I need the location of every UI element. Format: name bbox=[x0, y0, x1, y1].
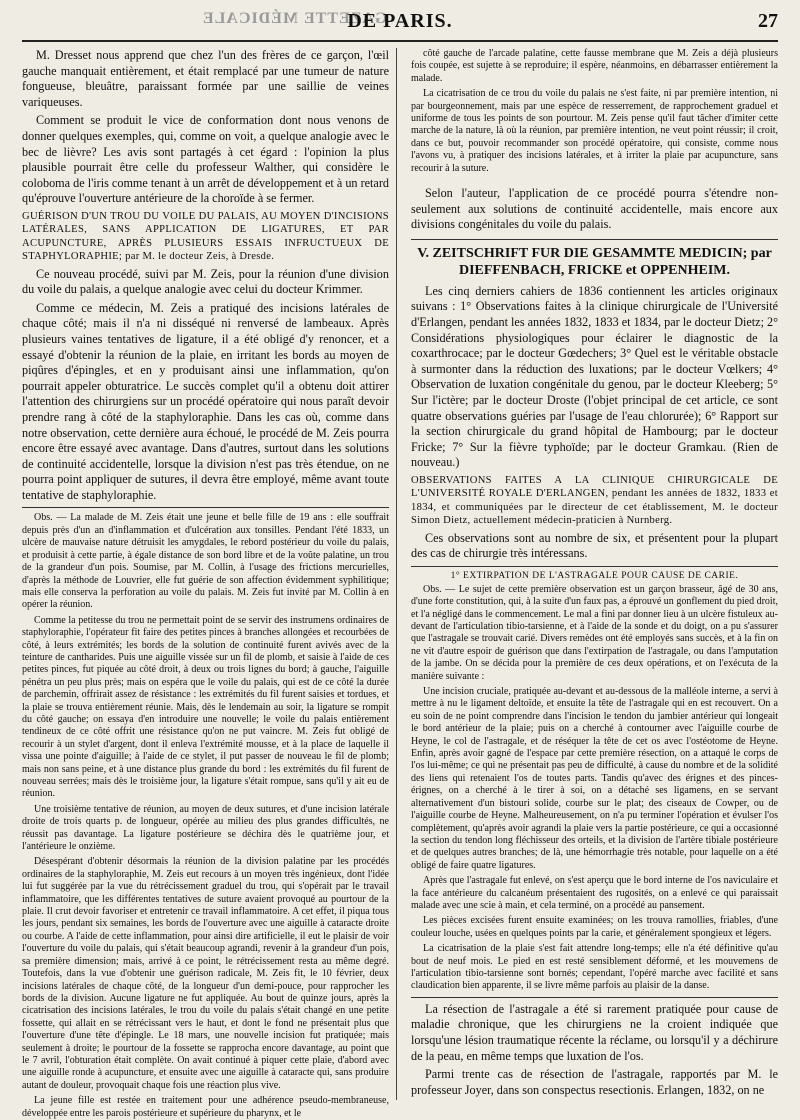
section-body: Les cinq derniers cahiers de 1836 contiennent les articles originaux suivans : 1° Observations faites à la clinique chirurgicale de l'Université d'Erlangen, pendant les années 1832, 1833 et 1834, par le docteur Dietz; 2° Considérations physiologiques pour éclairer le diagnostic de la coxarthrocace; par le docteur Gœdechers; 3° Quel est le véritable obstacle à surmonter dans la réduction des luxations; par le docteur Vœlkers; 4° Observation de luxation congénitale du genou, par le docteur Kleeberg; 5° Sur l'ictère; par le docteur Droste (l'objet principal de cet article, ce sont quatre observations guéries par l'usage de l'eau chlorurée); 6° Rapport sur la section chirurgicale du grand hôpital de Hambourg; par le docteur Fricke; 7° Sur la fièvre typhoïde; par le docteur Gramkau. (Rien de nouveau.) bbox=[411, 283, 778, 470]
case-paragraph: Après que l'astragale fut enlevé, on s'est aperçu que le bord interne de l'os naviculaire et la face antérieure du calcanéum présentaient des rugosités, on a enlevé ce qui paraissait malade avec une scie à main, et cela terminé, on a procédé au pansement. bbox=[411, 875, 778, 911]
closing-paragraph: Parmi trente cas de résection de l'astragale, rapportés par M. le professeur Joyer, dans son conspectus resectionis. Erlangen, 1832, on ne bbox=[411, 1067, 778, 1097]
case-paragraph: Obs. — Le sujet de cette première observation est un garçon brasseur, âgé de 30 ans, d'une forte constitution, qui, à la suite d'un faux pas, a éprouvé un gonflement du pied droit, et l'a négligé dans le commencement. Le mal a fini par donner lieu à un ulcère fistuleux au-devant de l'articulation tibio-tarsienne, et à l'aide de la sonde et du doigt, on a pu s'assurer que l'astragale se trouvait carié. Divers remèdes ont été employés sans succès, et à la fin on ne vit d'autre espoir de guérison que dans l'extirpation de l'astragale, ou dans l'amputation de la jambe. On se décida pour la première de ces deux opérations, et on l'exécuta de la manière suivante : bbox=[411, 583, 778, 682]
body-paragraph: Ce nouveau procédé, suivi par M. Zeis, pour la réunion d'une division du voile du palais, a quelque analogie avec celui du docteur Krimmer. bbox=[22, 266, 389, 297]
continuation-paragraph: côté gauche de l'arcade palatine, cette fausse membrane que M. Zeis a déjà plusieurs fois coupée, est sujette à se reproduire; il espère, néanmoins, en débarrasser entièrement la malade. bbox=[411, 48, 778, 84]
observation-paragraph: Comme la petitesse du trou ne permettait point de se servir des instrumens ordinaires de staphyloraphie, l'opérateur fit faire des petites pinces à branches allongées et recourbées de côté, à leurs extrémités; les bords de la solution de continuité furent avivés avec de la teinture de cantharides. Puis une aiguille vissée sur un fil de plomb, et saisie à l'aide de ces petites pinces, fut piquée au côté droit, à deux ou trois lignes du bord; à gauche, l'aiguille pénétra un peu plus près; mais on espéra que le voile du palais, qui est de ce côté la durée de parchemin, offrirait assez de résistance : les extrémités du fil furent saisies et tordues, et la plaie se trouva entièrement réunie. Mais, dès le lendemain au soir, la ligature se rompit du côté gauche; on essaya d'en introduire une nouvelle; le voile du palais entièrement tendineux de ce côté offrit une résistance qu'on ne put vaincre. M. Zeis fut obligé de recourir à un stylet d'argent, dont il enleva l'extrémité mousse, et à la place de laquelle il vissa une pointe d'aiguille; à l'aide de ce stylet, il put passer de nouveau le fil de plomb; mais non sans peine, et à une distance plus grande du bord : les extrémités du fil furent de nouveau serrées; mais dès le troisième jour, la ligature s'était rompue, sans qu'il y ait eu de réunion. bbox=[22, 614, 389, 800]
article-heading: GUÉRISON D'UN TROU DU VOILE DU PALAIS, AU MOYEN D'INCISIONS LATÉRALES, SANS APPLICATION DE LIGATURES, ET PAR ACUPUNCTURE, APRÈS PLUSIEURS ESSAIS INFRUCTUEUX DE STAPHYLORAPHIE; par M. le docteur Zeis, à Dresde. bbox=[22, 210, 389, 263]
observations-intro: Ces observations sont au nombre de six, et présentent pour la plupart des cas de chirurgie très intéressans. bbox=[411, 530, 778, 561]
continuation-paragraph: La cicatrisation de ce trou du voile du palais ne s'est faite, ni par première intention, ni par bourgeonnement, mais par une espèce de resserrement, de rapprochement graduel et uniforme de tous les points de son pourtour. M. Zeis pense qu'il faut tâcher d'imiter cette marche de la nature, là où la réunion, par première intention, ne veut point réussir; il croit, dans ce but, pouvoir recommander son procédé opératoire, qui consiste, comme nous l'avons vu, à pratiquer des incisions latérales, et à irriter la plaie par acupuncture, sans recourir à la suture. bbox=[411, 88, 778, 174]
author-note: Selon l'auteur, l'application de ce procédé pourra s'étendre non-seulement aux solutions de continuité accidentelle, mais encore aux divisions congénitales du voile du palais. bbox=[411, 186, 778, 232]
observations-heading: OBSERVATIONS FAITES A LA CLINIQUE CHIRURGICALE DE L'UNIVERSITÉ ROYALE D'ERLANGEN, pendant les années de 1832, 1833 et 1834, et communiquées par le directeur de cet établissement, M. le docteur Simon Dietz, actuellement médecin-praticien à Nurnberg. bbox=[411, 474, 778, 527]
right-column bbox=[411, 48, 778, 1100]
body-paragraph: Comme ce médecin, M. Zeis a pratiqué des incisions latérales de chaque côté; mais il n'a ni disséqué ni renversé de lambeaux. Après plusieurs vaines tentatives de ligature, il a été obligé d'y renoncer, et a essayé d'obtenir la réunion de la plaie, en irritant les bords au moyen de piqûres d'épingles, et en y produisant ainsi une inflammation, qu'on pourrait appeler obturatrice. Le succès complet qu'il a obtenu doit attirer l'attention des chirurgiens sur un procédé opératoire qui nous paraît devoir prendre rang à côté de la staphyloraphie. Dans les cas où, comme dans notre observation, cette dernière aura échoué, le procédé de M. Zeis pourra encore être essayé avec avantage. Dans d'autres, surtout dans les solutions de continuité accidentelle, lorsque la division n'est pas très étendue, on ne pourra point appliquer de sutures, il devra être employé, même avant toute tentative de staphyloraphie. bbox=[22, 300, 389, 502]
divider bbox=[411, 997, 778, 998]
section-title: V. ZEITSCHRIFT FUR DIE GESAMMTE MEDICIN; par DIEFFENBACH, FRICKE et OPPENHEIM. bbox=[411, 239, 778, 279]
bleed-through-title: GAZETTE MÉDICALE bbox=[202, 10, 388, 27]
case-paragraph: Une incision cruciale, pratiquée au-devant et au-dessous de la malléole interne, a servi à mettre à nu le ligament deltoïde, et ensuite la tête de l'astragale qui en est recouvert. On a eu soin de ne point comprendre dans l'incision le tendon du jambier antérieur qui longeait le bord antérieur de la plaie; puis on a cherché à contourner avec l'aiguille courbe de Heyne, le col de l'astragale, et de réséquer la tête de cet os avec l'ostéotome de Heyne. Enfin, après avoir gagné de l'espace par cette première résection, on a attaqué le corps de l'os lui-même; ce qui ne présentait pas peu de difficulté, à cause du nombre et de la solidité des liens qui retenaient l'os de toutes parts. Tandis qu'avec des érignes et des pinces-érignes, on a cherché à le tirer à soi, on a détaché ses ligamens, en se servant alternativement d'un bistouri solide, courbe sur le plat; des ciseaux de Cowper, ou de l'aiguille courbe de Heyne. Malheureusement, on n'a pu terminer l'opération et évulser l'os complètement, qu'après avoir agrandi la plaie vers la partie postérieure, ce qui a occasionné la section du tendon long fléchisseur des orteils, et la division de l'artère tibiale postérieure et de quelques autres branches; de là, une hémorrhagie très notable, pour laquelle on a été obligé de faire quatre ligatures. bbox=[411, 686, 778, 871]
columns bbox=[22, 48, 778, 1119]
observation-paragraph: Une troisième tentative de réunion, au moyen de deux sutures, et d'une incision latérale droite de trois quarts p. de longueur, opérée au milieu des plus grandes difficultés, ne réussit pas davantage. La ligature postérieure se déchira dès le quatrième jour, et l'antérieure le onzième. bbox=[22, 803, 389, 853]
observation-paragraph: Obs. — La malade de M. Zeis était une jeune et belle fille de 19 ans : elle souffrait depuis près d'un an d'inflammation et d'ulcération aux tonsilles. Pendant l'été 1833, un ulcère de mauvaise nature détruisit les amygdales, le rebord postérieur du voile du palais, et produisit à cette partie, à égale distance de son bord libre et de la voûte palatine, un trou de la grandeur d'un pois. Soumise, par M. Collin, à l'usage des frictions mercurielles, d'après la méthode de Louvrier, elle fut guérie de son affection évidemment syphilitique; mais elle conserva la perforation au voile du palais. M. Zeis fut invité par M. Collin à en opérer la réunion. bbox=[22, 512, 389, 611]
left-column bbox=[22, 48, 397, 1119]
case-paragraph: La cicatrisation de la plaie s'est fait attendre long-temps; elle n'a été définitive qu'au bout de neuf mois. Le pied en est resté sensiblement déformé, et les mouvemens de l'articulation tibio-tarsienne sont bornés; cependant, l'opéré marche avec facilité et sans claudication bien apparente, il se livre même parfois au plaisir de la danse. bbox=[411, 943, 778, 992]
case-subheading: 1° EXTIRPATION DE L'ASTRAGALE POUR CAUSE DE CARIE. bbox=[450, 570, 739, 581]
page-title: DE PARIS. bbox=[347, 10, 453, 32]
closing-paragraph: La résection de l'astragale a été si rarement pratiquée pour cause de maladie chronique, que les chirurgiens ne la croient indiquée que lorsqu'une lésion traumatique récente la réclame, ou lorsqu'il y a déchirure de la peau, en même temps que luxation de l'os. bbox=[411, 1001, 778, 1063]
case-paragraph: Les pièces excisées furent ensuite examinées; on les trouva ramollies, friables, d'une couleur louche, usées en quelques points par la carie, et généralement spongieux et légers. bbox=[411, 915, 778, 939]
observation-paragraph: La jeune fille est restée en traitement pour une adhérence pseudo-membraneuse, développée entre les parois postérieure et supérieure du pharynx, et le bbox=[22, 1095, 389, 1119]
intro-paragraph: M. Dresset nous apprend que chez l'un des frères de ce garçon, l'œil gauche manquait entièrement, et était remplacé par une tumeur de nature fongueuse, bleuâtre, paraissant formée par une saillie de veines variqueuses. bbox=[22, 48, 389, 109]
divider bbox=[411, 566, 778, 567]
observation-paragraph: Désespérant d'obtenir désormais la réunion de la division palatine par les procédés ordinaires de la staphyloraphie, M. Zeis eut recours à un moyen très ingénieux, dont l'idée lui fut suggérée par la vue du rétrécissement graduel du trou, qui s'opérait par le travail inflammatoire, que les différentes tentatives de suture avaient provoqué au pourtour de la plaie. Il crut devoir favoriser et entretenir ce travail inflammatoire. A cet effet, il piqua tous les jours, pendant six semaines, les bords de l'ouverture avec une aiguille à cataracte droite ou courbe. A l'aide de cette inflammation, pour ainsi dire artificielle, il eut le plaisir de voir l'ouverture du voile du palais, qui s'était beaucoup agrandi, revenir à la grandeur d'un pois, sa première dimension; mais, arrivé à ce point, le rétrécissement resta au même degré. Toutefois, dans la vue d'obtenir une guérison radicale, M. Zeis fit, le 10 février, deux incisions latérales de chaque côté, de la longueur d'un demi-pouce, pour rapprocher les bords de la division. Aucune ligature ne fut appliquée. Au bout de quinze jours, après la cicatrisation des incisions latérales, le trou du voile du palais s'était changé en une petite fossette, qui allait en se rétrécissant vers le haut, et dont le fond ne présentait plus que l'ouverture d'une tête d'épingle. Le 18 mars, une nouvelle incision fut pratiquée; mais seulement à droite; le pourtour de la fossette se rapprocha encore davantage, au point que le 7 avril, l'obturation était complète. On avait continué à piquer cette plaie, d'abord avec une aiguille ronde à acupuncture, et ensuite avec une aiguille à cataracte qui, sans produire autant de douleur, provoquait chaque fois une réaction plus vive. bbox=[22, 856, 389, 1091]
running-header bbox=[22, 10, 778, 42]
divider bbox=[22, 507, 389, 508]
page-number: 27 bbox=[758, 10, 778, 32]
intro-paragraph: Comment se produit le vice de conformation dont nous venons de donner quelques exemples, qui, comme on voit, a quelque analogie avec le bec de lièvre? Les avis sont partagés à cet égard : l'opinion la plus plausible pourrait être celle du professeur Walther, qui considère le coloboma de l'iris comme tenant à un arrêt de développement et à un retard qu'éprouve l'ouverture antérieure de la choroïde à se fermer. bbox=[22, 113, 389, 206]
